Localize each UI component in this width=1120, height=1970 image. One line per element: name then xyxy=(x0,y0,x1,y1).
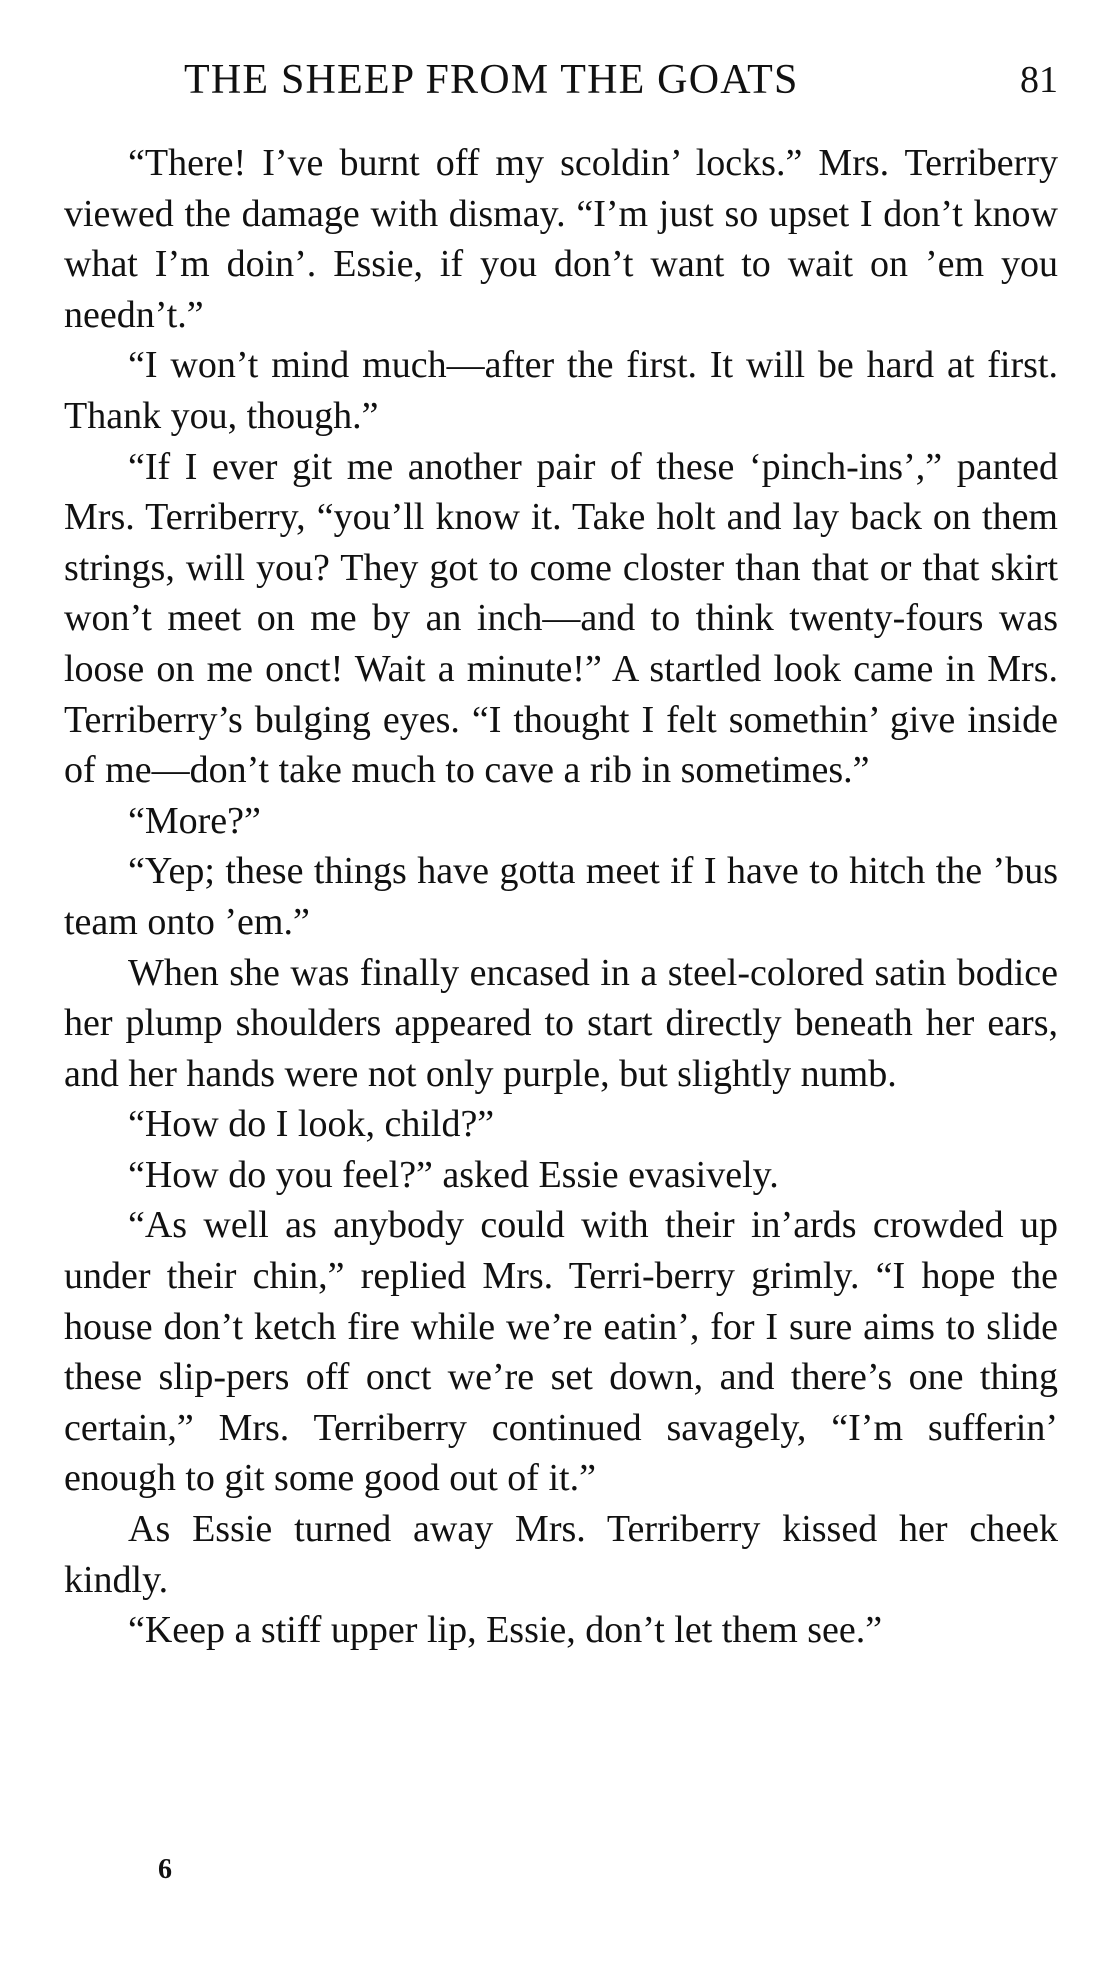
body-text xyxy=(64,138,1058,1838)
paragraph: “There! I’ve burnt off my scoldin’ locks.” Mrs. Terriberry viewed the damage with dismay. “I’m just so upset I don’t know what I’m doin’. Essie, if you don’t want to wait on ’em you needn’t.” xyxy=(64,142,1058,336)
paragraph: “Keep a stiff upper lip, Essie, don’t let them see.” xyxy=(128,1609,883,1652)
paragraph: “Yep; these things have gotta meet if I have to hitch the ’bus team onto ’em.” xyxy=(64,850,1058,943)
paragraph: “If I ever git me another pair of these ‘pinch-ins’,” panted Mrs. Terriberry, “you’ll know it. Take holt and lay back on them strings, will you? They got to come closter than that or that skirt won’t meet on me by an inch—and to think twenty-fours was loose on me onct! Wait a minute!” A startled look came in Mrs. Terriberry’s bulging eyes. “I thought I felt somethin’ give inside of me—don’t take much to cave a rib in sometimes.” xyxy=(64,445,1058,792)
running-title: THE SHEEP FROM THE GOATS xyxy=(184,57,799,103)
paragraph: “More?” xyxy=(128,799,261,842)
running-head xyxy=(64,52,1058,108)
page-number: 81 xyxy=(1020,59,1058,101)
paragraph: “As well as anybody could with their in’ards crowded up under their chin,” replied Mrs. Terri-berry grimly. “I hope the house don’t ketch fire while we’re eatin’, for I sure aims to slide these slip-pers off onct we’re set down, and there’s one thing certain,” Mrs. Terriberry continued savagely, “I’m sufferin’ enough to git some good out of it.” xyxy=(64,1204,1058,1500)
paragraph: When she was finally encased in a steel-colored satin bodice her plump shoulders appeared to start directly beneath her ears, and her hands were not only purple, but slightly numb. xyxy=(64,951,1058,1095)
paragraph: As Essie turned away Mrs. Terriberry kissed her cheek kindly. xyxy=(64,1508,1058,1601)
paragraph: “I won’t mind much—after the first. It will be hard at first. Thank you, though.” xyxy=(64,344,1058,437)
paragraph: “How do I look, child?” xyxy=(128,1103,495,1146)
paragraph: “How do you feel?” asked Essie evasively. xyxy=(128,1153,779,1196)
signature-mark: 6 xyxy=(158,1854,172,1885)
